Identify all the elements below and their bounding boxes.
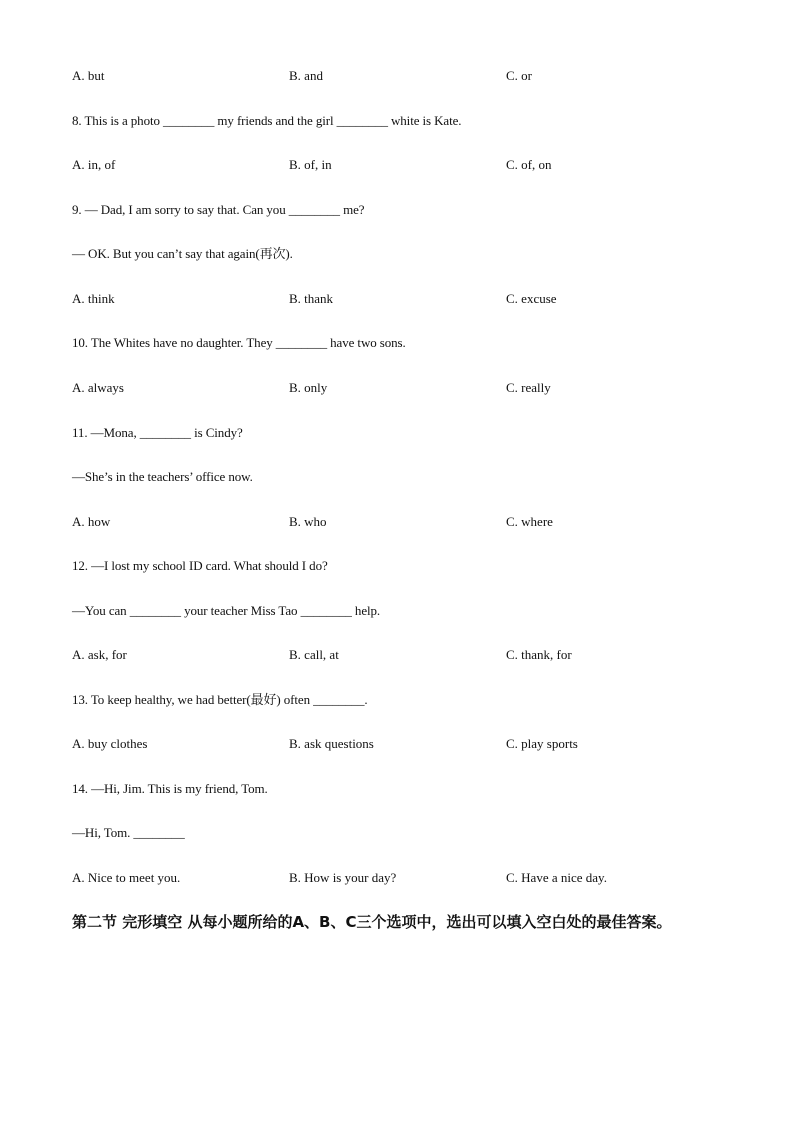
q11-option-a: A. how (72, 514, 111, 529)
q13-stem: 13. To keep healthy, we had better(最好) often ________. (72, 692, 368, 707)
q7-option-b: B. and (289, 68, 323, 83)
q14-option-b: B. How is your day? (289, 870, 397, 885)
q14-option-c: C. Have a nice day. (506, 870, 607, 885)
q12-stem: 12. —I lost my school ID card. What should I do? (72, 558, 328, 573)
q13-option-b: B. ask questions (289, 736, 374, 751)
q10-option-c: C. really (506, 380, 551, 395)
q7-option-a: A. but (72, 68, 105, 83)
q7-option-c: C. or (506, 68, 532, 83)
q12-option-b: B. call, at (289, 647, 339, 662)
q9-reply: — OK. But you can’t say that again(再次). (72, 246, 293, 261)
q14-stem: 14. —Hi, Jim. This is my friend, Tom. (72, 781, 268, 796)
q8-stem: 8. This is a photo ________ my friends and the girl ________ white is Kate. (72, 113, 462, 128)
q11-option-b: B. who (289, 514, 327, 529)
q12-option-a: A. ask, for (72, 647, 127, 662)
q8-option-a: A. in, of (72, 157, 116, 172)
q14-option-a: A. Nice to meet you. (72, 870, 181, 885)
q9-option-a: A. think (72, 291, 115, 306)
q9-stem: 9. — Dad, I am sorry to say that. Can you ________ me? (72, 202, 365, 217)
q13-option-a: A. buy clothes (72, 736, 148, 751)
q11-stem: 11. —Mona, ________ is Cindy? (72, 425, 243, 440)
q11-reply: —She’s in the teachers’ office now. (72, 469, 253, 484)
q10-option-a: A. always (72, 380, 124, 395)
q8-option-b: B. of, in (289, 157, 332, 172)
q12-option-c: C. thank, for (506, 647, 572, 662)
q8-option-c: C. of, on (506, 157, 552, 172)
q12-reply: —You can ________ your teacher Miss Tao ________ help. (72, 603, 381, 618)
section-heading: 第二节 完形填空 从每小题所给的A、B、C三个选项中，选出可以填入空白处的最佳答案。 (72, 913, 672, 931)
q10-stem: 10. The Whites have no daughter. They ________ have two sons. (72, 335, 406, 350)
q9-option-c: C. excuse (506, 291, 557, 306)
q9-option-b: B. thank (289, 291, 334, 306)
q14-reply: —Hi, Tom. ________ (72, 825, 185, 840)
q13-option-c: C. play sports (506, 736, 578, 751)
q11-option-c: C. where (506, 514, 553, 529)
q10-option-b: B. only (289, 380, 328, 395)
